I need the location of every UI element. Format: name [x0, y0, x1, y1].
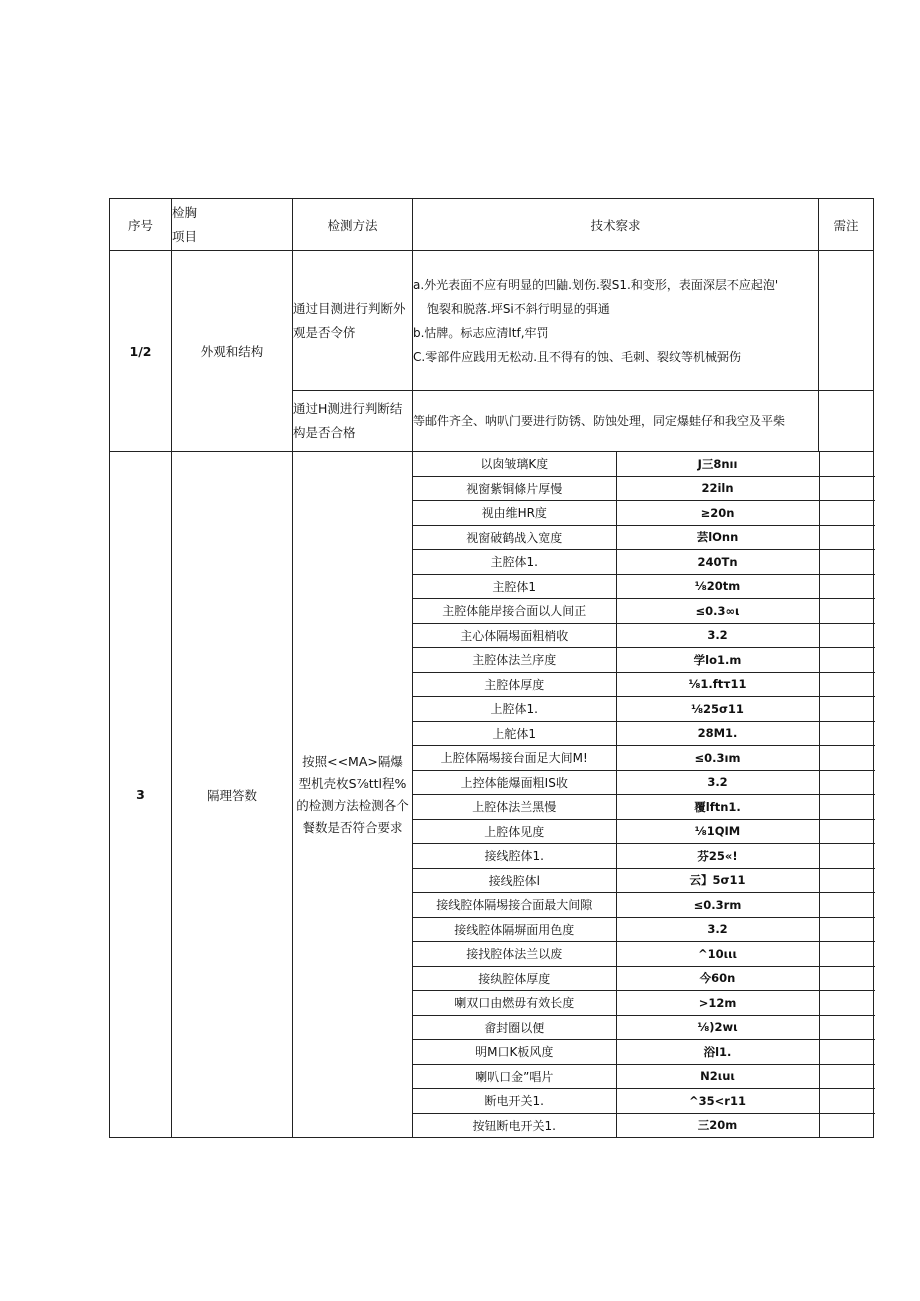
- param-value: 浴l1.: [616, 1040, 819, 1065]
- param-note: [819, 819, 875, 844]
- param-name: 上腔体1.: [413, 697, 616, 722]
- row1-method-b: 通过H测进行判断结构是否合格: [293, 391, 413, 452]
- params-table: [413, 452, 875, 1137]
- param-note: [819, 574, 875, 599]
- param-name: 接找腔体法兰以废: [413, 942, 616, 967]
- row1-item: 外观和结构: [172, 251, 293, 452]
- param-name: 视由维HR度: [413, 501, 616, 526]
- param-row: [413, 1015, 875, 1040]
- param-note: [819, 1089, 875, 1114]
- param-note: [819, 599, 875, 624]
- param-value: 覆lftn1.: [616, 795, 819, 820]
- param-row: [413, 599, 875, 624]
- param-name: 接线腔体l: [413, 868, 616, 893]
- req-line: 饱裂和脱落.坪Si不斜行明显的弭通: [427, 301, 610, 316]
- param-note: [819, 648, 875, 673]
- param-name: 喇叭口金”唱片: [413, 1064, 616, 1089]
- param-note: [819, 697, 875, 722]
- param-name: 以囱皱璃K度: [413, 452, 616, 476]
- param-row: [413, 819, 875, 844]
- param-value: 22iln: [616, 476, 819, 501]
- param-note: [819, 525, 875, 550]
- row1-seq: 1/2: [110, 251, 172, 452]
- req-line: a.外光表面不应有明显的凹鼬.划伤.裂S1.和变形，表面深层不应起泡': [413, 277, 779, 292]
- param-note: [819, 795, 875, 820]
- param-note: [819, 476, 875, 501]
- param-note: [819, 672, 875, 697]
- param-value: ⅛25σ11: [616, 697, 819, 722]
- param-note: [819, 917, 875, 942]
- row1-note-a: [819, 251, 874, 391]
- param-value: 芸lOnn: [616, 525, 819, 550]
- param-note: [819, 452, 875, 476]
- param-row: [413, 844, 875, 869]
- param-row: [413, 991, 875, 1016]
- param-row: [413, 966, 875, 991]
- header-requirement: 技术察求: [413, 199, 819, 251]
- param-value: 28M1.: [616, 721, 819, 746]
- param-value: ^10ιιι: [616, 942, 819, 967]
- param-value: ⅛1QIM: [616, 819, 819, 844]
- param-value: 3.2: [616, 623, 819, 648]
- header-seq: 序号: [110, 199, 172, 251]
- param-note: [819, 844, 875, 869]
- param-name: 断电开关1.: [413, 1089, 616, 1114]
- header-note: 需注: [819, 199, 874, 251]
- param-name: 主腔体1: [413, 574, 616, 599]
- param-row: [413, 893, 875, 918]
- param-note: [819, 721, 875, 746]
- param-name: 喇双口由燃毋有效长度: [413, 991, 616, 1016]
- param-value: N2ιuι: [616, 1064, 819, 1089]
- param-note: [819, 893, 875, 918]
- param-name: 接纨腔体厚度: [413, 966, 616, 991]
- param-value: ≥20n: [616, 501, 819, 526]
- param-value: 今60n: [616, 966, 819, 991]
- param-row: [413, 746, 875, 771]
- param-note: [819, 868, 875, 893]
- param-value: 3.2: [616, 917, 819, 942]
- param-note: [819, 1015, 875, 1040]
- param-name: 主腔体1.: [413, 550, 616, 575]
- param-name: 接线腔体1.: [413, 844, 616, 869]
- param-value: ≤0.3∞ι: [616, 599, 819, 624]
- header-method: 检测方法: [293, 199, 413, 251]
- param-row: [413, 452, 875, 476]
- param-value: ≤0.3rm: [616, 893, 819, 918]
- param-row: [413, 942, 875, 967]
- param-row: [413, 1089, 875, 1114]
- param-row: [413, 697, 875, 722]
- param-name: 接线腔体隔埸接合面最大间隙: [413, 893, 616, 918]
- param-note: [819, 550, 875, 575]
- param-name: 视窗破鹤战入宽度: [413, 525, 616, 550]
- param-value: ⅛)2wι: [616, 1015, 819, 1040]
- param-value: J三8nıı: [616, 452, 819, 476]
- param-note: [819, 942, 875, 967]
- param-name: 接线腔体隔塀面用色度: [413, 917, 616, 942]
- param-name: 上腔体法兰黑慢: [413, 795, 616, 820]
- header-row: [110, 199, 874, 251]
- param-row: [413, 476, 875, 501]
- param-row: [413, 1040, 875, 1065]
- param-note: [819, 1113, 875, 1137]
- param-value: 芬25«!: [616, 844, 819, 869]
- params-cell: [413, 452, 874, 1138]
- param-name: 畲封圈以便: [413, 1015, 616, 1040]
- inspection-table: [109, 198, 874, 1138]
- param-name: 主腔体法兰序度: [413, 648, 616, 673]
- param-row: [413, 648, 875, 673]
- row1-requirement-b: 等邮件齐全、呐叭门要进行防锈、防蚀处理，同定爆蛙仔和我空及平柴: [413, 391, 819, 452]
- row-appearance: [110, 251, 874, 391]
- header-item-line1: 检胸: [172, 204, 198, 220]
- param-row: [413, 574, 875, 599]
- row1-note-b: [819, 391, 874, 452]
- param-value: >12m: [616, 991, 819, 1016]
- param-name: 主心体隔埸面粗梢收: [413, 623, 616, 648]
- param-row: [413, 917, 875, 942]
- param-name: 上控体能爆面粗IS收: [413, 770, 616, 795]
- row1-requirement-a: [413, 251, 819, 391]
- header-item: [172, 199, 293, 251]
- param-value: ≤0.3ım: [616, 746, 819, 771]
- param-row: [413, 868, 875, 893]
- param-note: [819, 1064, 875, 1089]
- param-value: ⅛20tm: [616, 574, 819, 599]
- param-note: [819, 966, 875, 991]
- param-value: 云】5σ11: [616, 868, 819, 893]
- param-name: 主腔体厚度: [413, 672, 616, 697]
- param-row: [413, 623, 875, 648]
- param-name: 主腔体能岸接合面以人间正: [413, 599, 616, 624]
- param-name: 上腔体隔埸接台面足大间M!: [413, 746, 616, 771]
- param-row: [413, 672, 875, 697]
- param-note: [819, 1040, 875, 1065]
- param-row: [413, 1113, 875, 1137]
- param-name: 上舵体1: [413, 721, 616, 746]
- param-value: 三20m: [616, 1113, 819, 1137]
- row3-method: [293, 452, 413, 1138]
- param-name: 上腔体见度: [413, 819, 616, 844]
- param-row: [413, 1064, 875, 1089]
- param-row: [413, 795, 875, 820]
- param-row: [413, 501, 875, 526]
- param-row: [413, 721, 875, 746]
- param-value: 240Tn: [616, 550, 819, 575]
- row3-method-text: 按照<<MA>隔爆型机壳枚S⅞ttl程%的检测方法检测各个餐数是否符合要求: [296, 753, 409, 835]
- param-row: [413, 525, 875, 550]
- param-note: [819, 770, 875, 795]
- row3-item: 隔理答数: [172, 452, 293, 1138]
- req-line: b.怙牌。标志应清ltf,牢罚: [413, 325, 549, 340]
- params-body: [413, 452, 875, 1137]
- param-value: ^35<r11: [616, 1089, 819, 1114]
- row3-seq: 3: [110, 452, 172, 1138]
- param-name: 按钮断电开关1.: [413, 1113, 616, 1137]
- param-name: 视窗紫铜條片厚慢: [413, 476, 616, 501]
- param-note: [819, 501, 875, 526]
- req-line: C.零部件应践用无松动.且不得有的蚀、毛刺、裂纹等机械弼伤: [413, 349, 742, 364]
- param-value: 学lo1.m: [616, 648, 819, 673]
- param-note: [819, 991, 875, 1016]
- param-value: ⅛1.ftτ11: [616, 672, 819, 697]
- row-params: [110, 452, 874, 1138]
- header-item-line2: 项目: [172, 228, 198, 244]
- param-name: 明M口K板风度: [413, 1040, 616, 1065]
- param-value: 3.2: [616, 770, 819, 795]
- param-row: [413, 770, 875, 795]
- row1-method-a: 通过目测进行判断外观是否令侪: [293, 251, 413, 391]
- param-note: [819, 746, 875, 771]
- param-row: [413, 550, 875, 575]
- param-note: [819, 623, 875, 648]
